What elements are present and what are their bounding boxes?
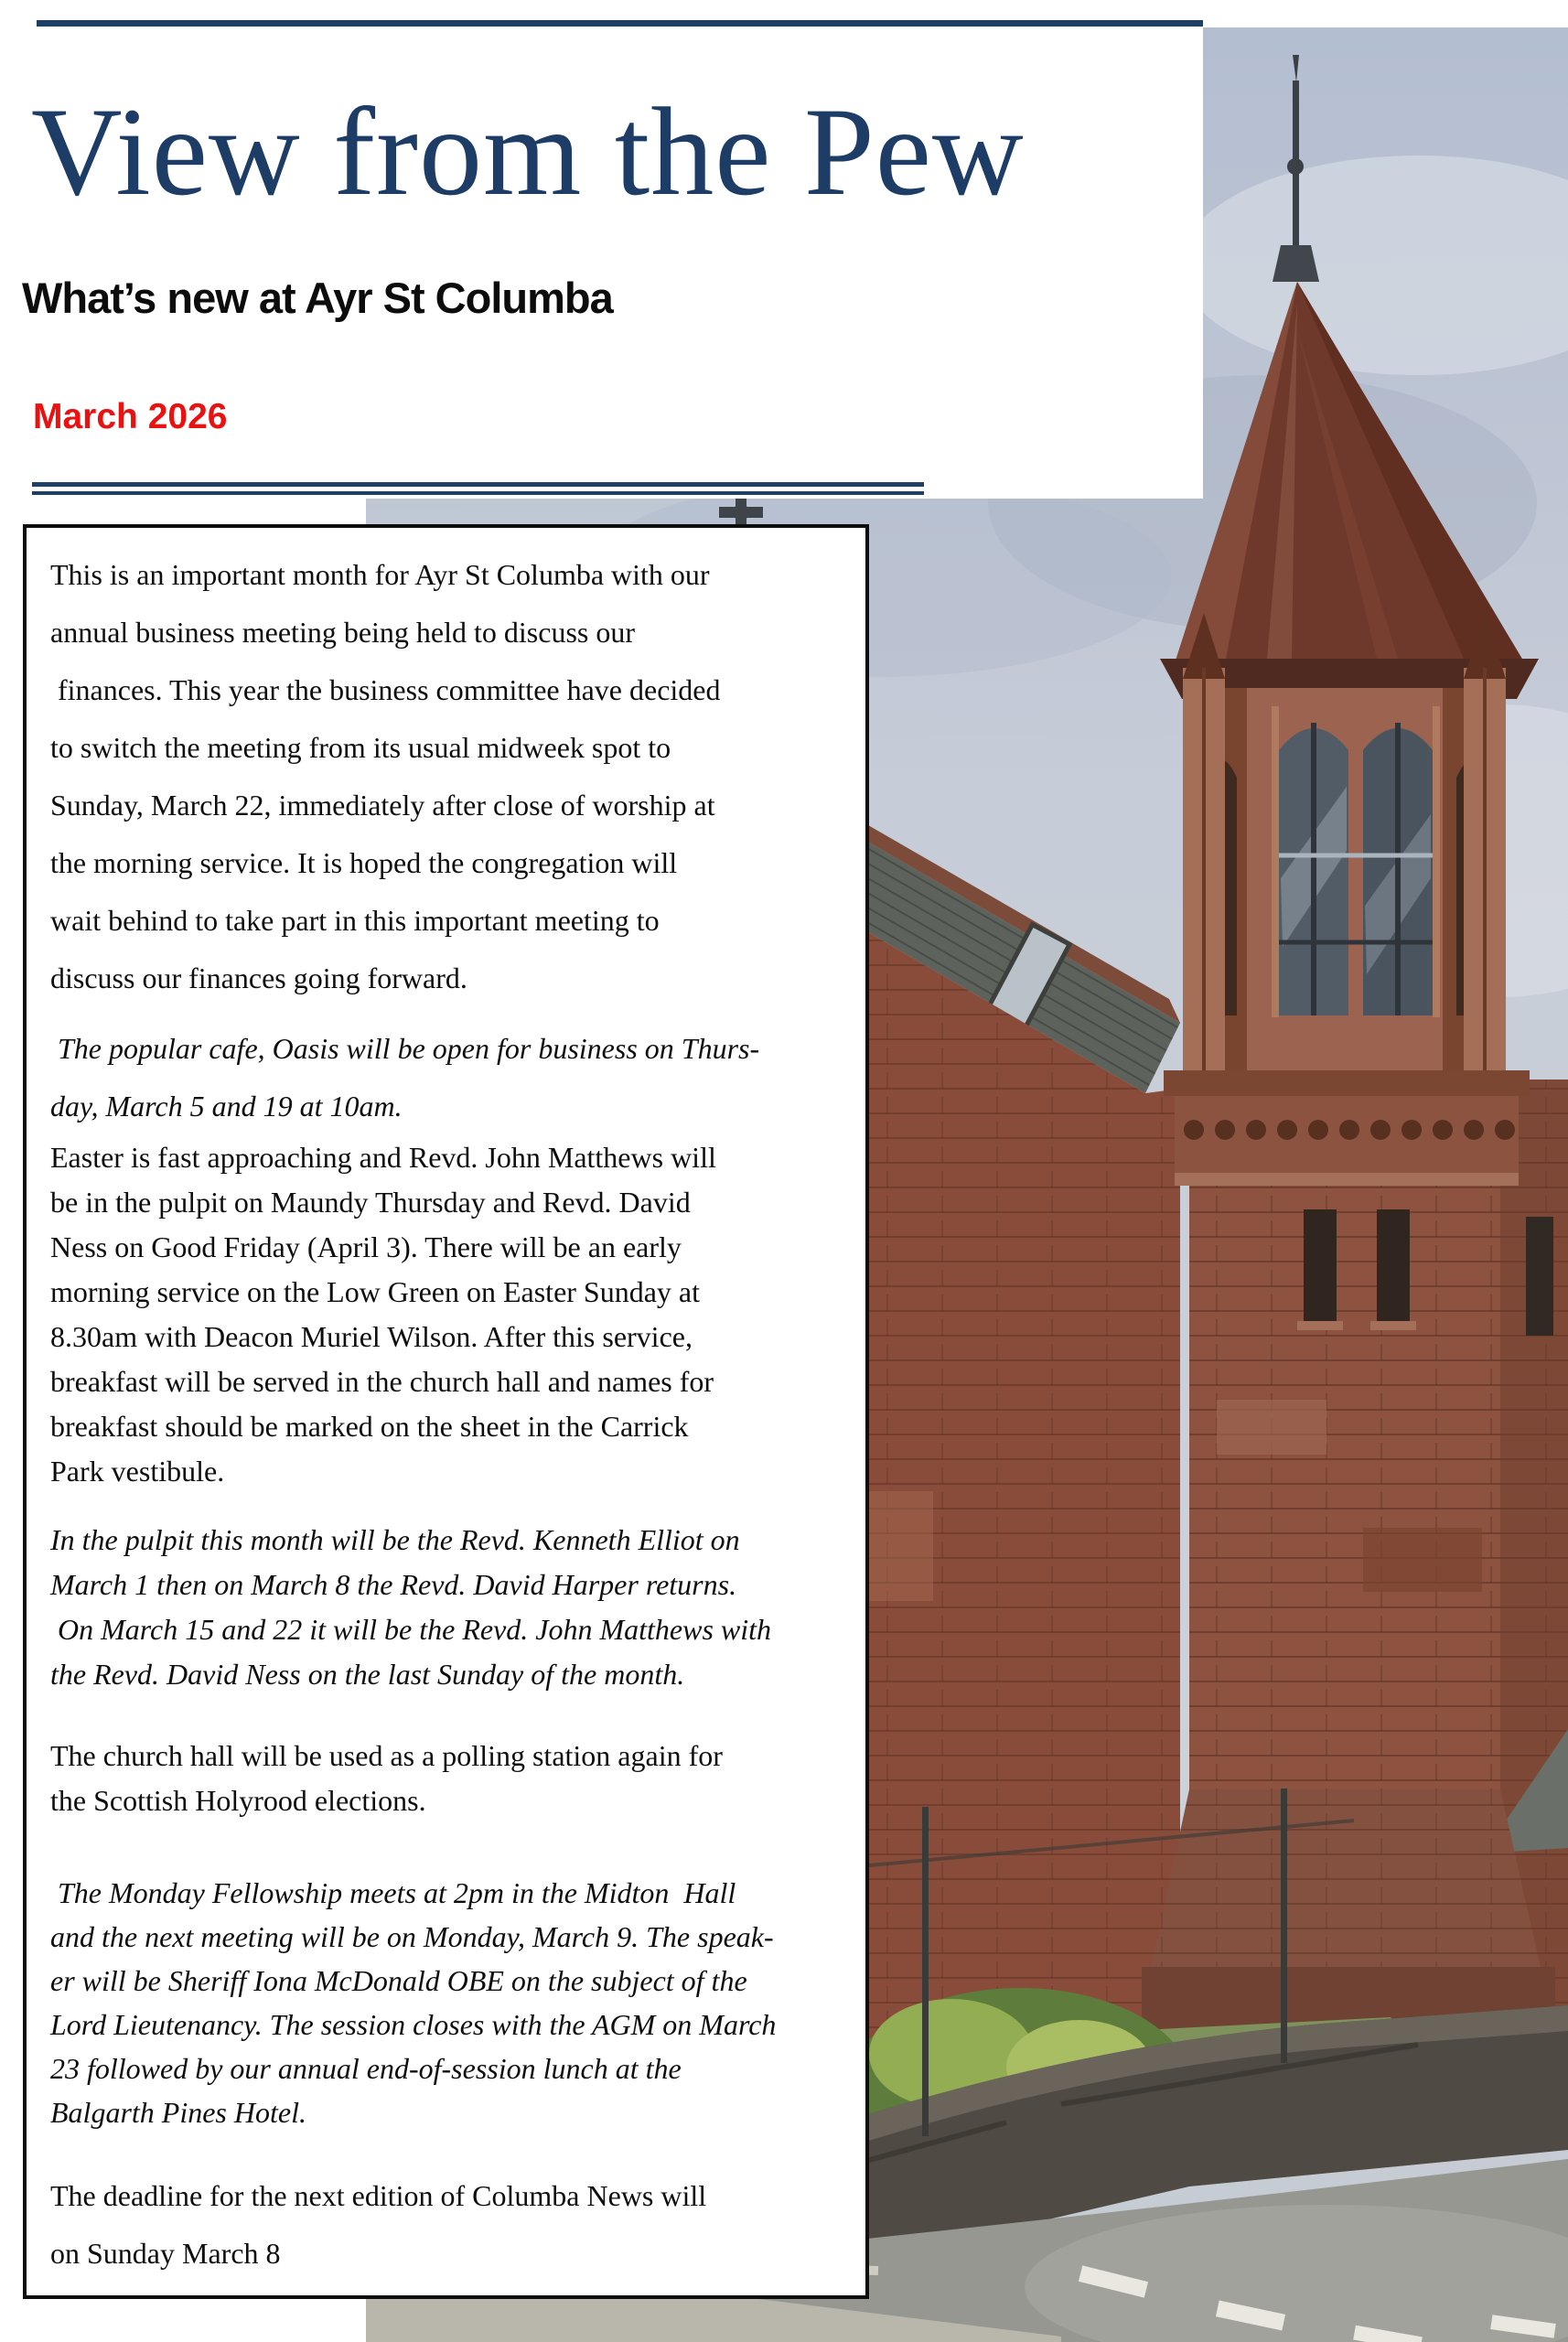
paragraph-monday-fellowship: The Monday Fellowship meets at 2pm in the Midton Hall and the next meeting will be on Monday, March 9. The speak- er will be Sheriff Iona McDonald OBE on the subject of the Lord Lieutenancy. The session closes with the AGM on March 23 followed by our annual end-of-session lunch at the Balgarth Pines Hotel. xyxy=(50,1876,777,2129)
paragraph-business-meeting: This is an important month for Ayr St Columba with our annual business meeting being held to discuss our finances. This year the business committee have decided to switch the meeting from its usual midweek spot to Sunday, March 22, immediately after close of worship at the morning service. It is hoped the congregation will wait behind to take part in this important meeting to discuss our finances going forward. xyxy=(50,558,721,994)
railing-post xyxy=(1281,1789,1287,2063)
masthead-header xyxy=(0,0,1203,499)
paragraph-deadline: The deadline for the next edition of Columba News will on Sunday March 8 xyxy=(50,2179,707,2270)
spire-finial-ball xyxy=(1287,158,1304,175)
paragraph-pulpit-rota: In the pulpit this month will be the Revd. Kenneth Elliot on March 1 then on March 8 the Revd. David Harper returns. On March 15 and 22 it will be the Revd. John Matthews with the Revd. David Ness on the last Sunday of the month. xyxy=(50,1523,772,1691)
newsletter-title: View from the Pew xyxy=(31,81,1025,221)
spire-finial-collar xyxy=(1273,245,1319,282)
tower-slit-window xyxy=(1377,1209,1410,1321)
divider-rule-thick xyxy=(32,482,924,487)
paragraph-oasis-cafe: The popular cafe, Oasis will be open for business on Thurs- day, March 5 and 19 at 10am. xyxy=(50,1032,760,1123)
railing-post xyxy=(922,1807,929,2136)
article-text-box xyxy=(23,524,869,2299)
divider-rule-thin xyxy=(32,491,924,495)
top-rule xyxy=(37,20,1203,27)
paragraph-polling-station: The church hall will be used as a polling station again for the Scottish Holyrood elections. xyxy=(50,1739,723,1817)
newsletter-subtitle: What’s new at Ayr St Columba xyxy=(22,274,613,322)
paragraph-easter: Easter is fast approaching and Revd. John Matthews will be in the pulpit on Maundy Thursday and Revd. David Ness on Good Friday (April 3). There will be an early morning service on the Low Green on Easter Sunday at 8.30am with Deacon Muriel Wilson. After this service, breakfast will be served in the church hall and names for breakfast should be marked on the sheet in the Carrick Park vestibule. xyxy=(50,1141,716,1488)
belfry-cornice xyxy=(1164,1070,1530,1096)
tower-slit-window xyxy=(1304,1209,1337,1321)
issue-date: March 2026 xyxy=(33,397,228,436)
far-window xyxy=(1526,1217,1553,1336)
